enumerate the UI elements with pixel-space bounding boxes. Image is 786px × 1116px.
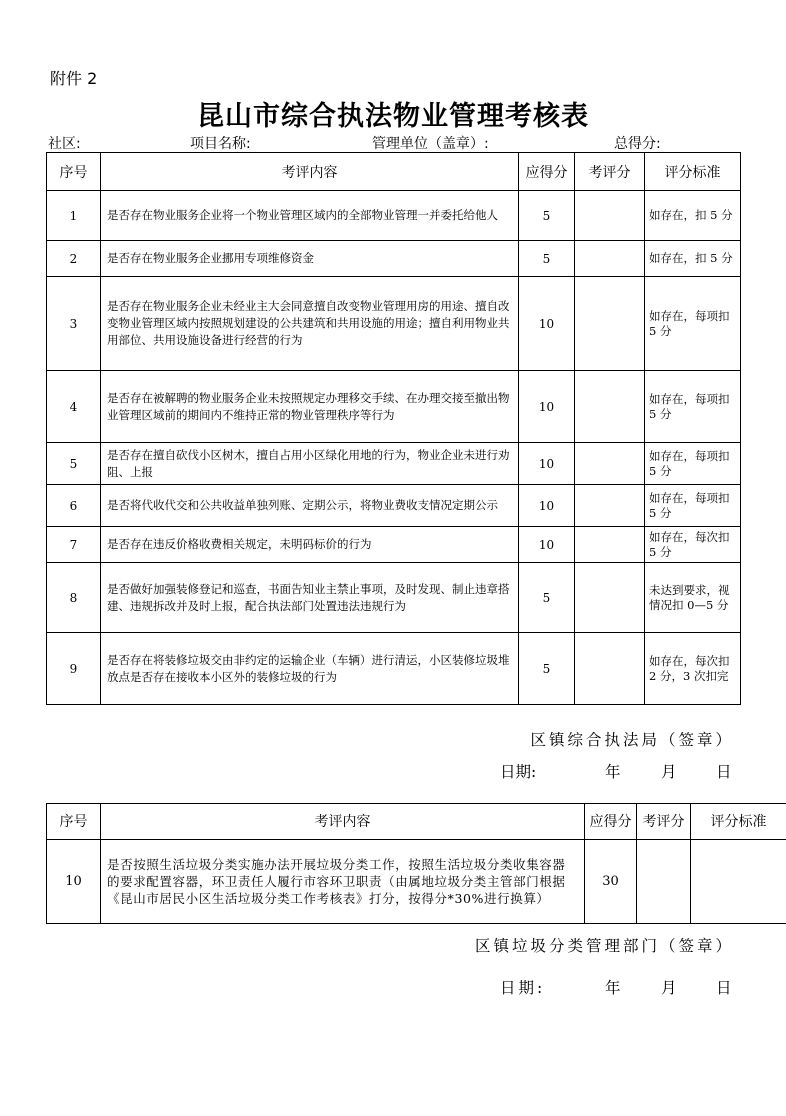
row-content: 是否按照生活垃圾分类实施办法开展垃圾分类工作，按照生活垃圾分类收集容器的要求配置容器，环卫责任人履行市容环卫职责（由属地垃圾分类主管部门根据《昆山市居民小区生活垃圾分类工作考核表》打分，按得分*30%进行换算） [101,840,585,924]
row-content: 是否存在违反价格收费相关规定，未明码标价的行为 [101,527,519,563]
month-label: 月 [661,763,677,781]
row-score: 30 [585,840,637,924]
row-content: 是否存在物业服务企业将一个物业管理区域内的全部物业管理一并委托给他人 [101,191,519,241]
row-criteria: 如存在，每项扣 5 分 [645,277,741,371]
row-content: 是否存在被解聘的物业服务企业未按照规定办理移交手续、在办理交接至撤出物业管理区域前的期间内不维持正常的物业管理秩序等行为 [101,371,519,443]
garbage-sorting-table [46,803,786,924]
table-row [47,443,741,485]
row-eval[interactable] [575,443,645,485]
row-score: 10 [519,485,575,527]
row-content: 是否存在擅自砍伐小区树木，擅自占用小区绿化用地的行为，物业企业未进行劝阻、上报 [101,443,519,485]
row-score: 10 [519,277,575,371]
row-eval[interactable] [575,485,645,527]
header-score: 应得分 [519,153,575,191]
row-criteria: 如存在，每次扣 2 分，3 次扣完 [645,633,741,705]
row-score: 10 [519,527,575,563]
row-score: 5 [519,191,575,241]
header-eval: 考评分 [575,153,645,191]
table-row [47,277,741,371]
month-label: 月 [661,979,677,997]
row-criteria: 如存在，每项扣 5 分 [645,443,741,485]
row-eval[interactable] [575,277,645,371]
garbage-dept-signature: 区镇垃圾分类管理部门（签章） [474,937,734,955]
year-label: 年 [605,979,621,997]
header-seq: 序号 [47,153,101,191]
row-seq: 3 [47,277,101,371]
day-label: 日 [716,979,732,997]
header-score: 应得分 [585,804,637,840]
row-score: 5 [519,633,575,705]
row-content: 是否存在物业服务企业未经业主大会同意擅自改变物业管理用房的用途、擅自改变物业管理区域内按照规划建设的公共建筑和共用设施的用途；擅自利用物业共用部位、共用设施设备进行经营的行为 [101,277,519,371]
row-seq: 10 [47,840,101,924]
row-eval[interactable] [575,633,645,705]
row-content: 是否将代收代交和公共收益单独列账、定期公示，将物业费收支情况定期公示 [101,485,519,527]
attachment-label: 附件 2 [50,69,98,88]
header-criteria: 评分标准 [645,153,741,191]
project-name-label: 项目名称: [190,136,251,152]
total-score-label: 总得分: [614,136,661,152]
row-criteria [691,840,786,924]
header-content: 考评内容 [101,153,519,191]
assessment-table [46,152,741,705]
row-seq: 1 [47,191,101,241]
date-label: 日期: [500,763,537,781]
day-label: 日 [716,763,732,781]
row-content: 是否存在将装修垃圾交由非约定的运输企业（车辆）进行清运，小区装修垃圾堆放点是否存在接收本小区外的装修垃圾的行为 [101,633,519,705]
enforcement-bureau-signature: 区镇综合执法局（签章） [530,731,734,749]
table-row [47,241,741,277]
row-score: 5 [519,241,575,277]
header-seq: 序号 [47,804,101,840]
community-label: 社区: [48,136,81,152]
table-row [47,485,741,527]
row-eval[interactable] [575,563,645,633]
date-label: 日期: [500,979,546,997]
header-content: 考评内容 [101,804,585,840]
row-criteria: 如存在，每项扣 5 分 [645,485,741,527]
management-unit-label: 管理单位（盖章）: [372,136,489,152]
row-seq: 6 [47,485,101,527]
row-seq: 8 [47,563,101,633]
row-content: 是否做好加强装修登记和巡查，书面告知业主禁止事项，及时发现、制止违章搭建、违规拆改并及时上报，配合执法部门处置违法违规行为 [101,563,519,633]
row-seq: 9 [47,633,101,705]
row-eval[interactable] [637,840,691,924]
row-score: 5 [519,563,575,633]
row-eval[interactable] [575,241,645,277]
row-score: 10 [519,371,575,443]
table-row [47,371,741,443]
row-score: 10 [519,443,575,485]
table-row [47,191,741,241]
table-row [47,527,741,563]
table-row [47,840,786,924]
year-label: 年 [605,763,621,781]
header-eval: 考评分 [637,804,691,840]
row-eval[interactable] [575,191,645,241]
row-criteria: 如存在，扣 5 分 [645,241,741,277]
table-header-row [47,804,786,840]
row-eval[interactable] [575,371,645,443]
row-criteria: 如存在，每次扣 5 分 [645,527,741,563]
row-seq: 5 [47,443,101,485]
row-criteria: 如存在，扣 5 分 [645,191,741,241]
row-content: 是否存在物业服务企业挪用专项维修资金 [101,241,519,277]
row-seq: 7 [47,527,101,563]
page-title: 昆山市综合执法物业管理考核表 [197,101,589,132]
row-criteria: 如存在，每项扣 5 分 [645,371,741,443]
table-header-row [47,153,741,191]
row-seq: 2 [47,241,101,277]
row-seq: 4 [47,371,101,443]
header-criteria: 评分标准 [691,804,786,840]
row-eval[interactable] [575,527,645,563]
table-row [47,633,741,705]
table-row [47,563,741,633]
row-criteria: 未达到要求，视情况扣 0—5 分 [645,563,741,633]
